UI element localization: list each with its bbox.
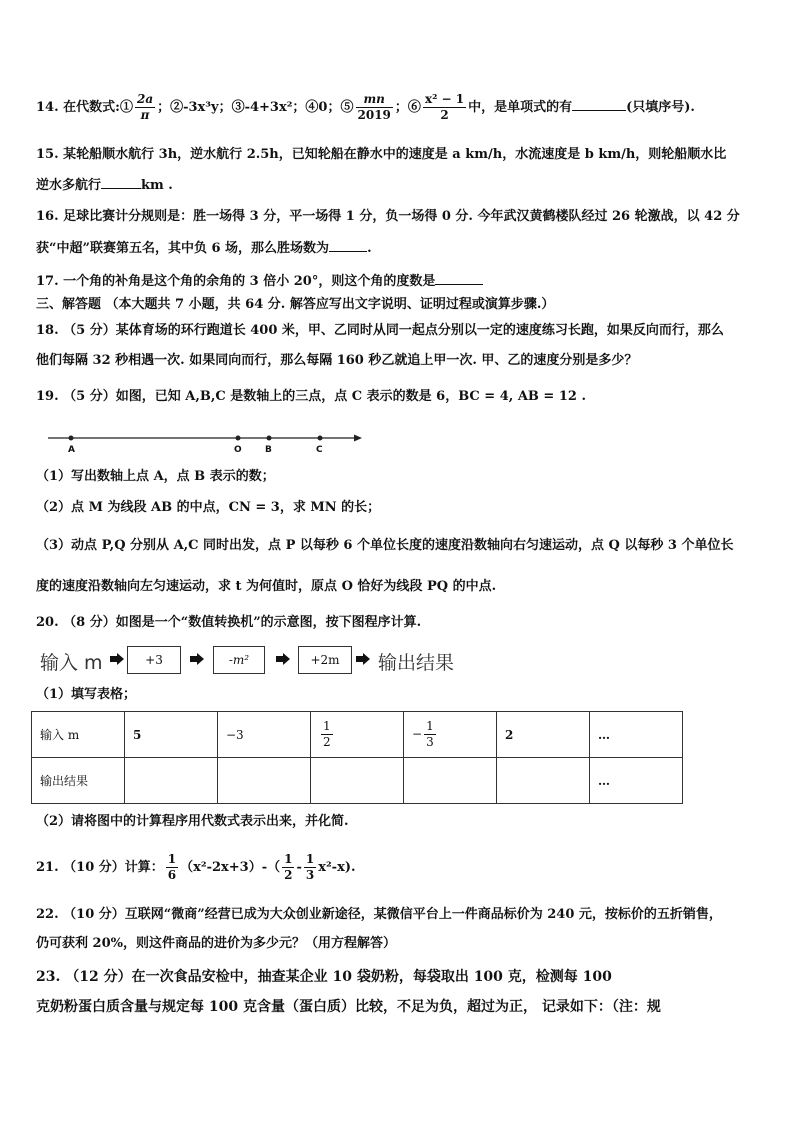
table-cell-input: − $\frac{1}{3}$: [404, 712, 497, 758]
point-c-dot: [318, 436, 323, 441]
table-cell-input: 2: [497, 712, 590, 758]
machine-output-label: 输出结果: [378, 652, 455, 674]
q21-fraction-1: $\frac{1}{6}$: [167, 852, 177, 882]
question-19-sub1: （1）写出数轴上点 A，点 B 表示的数；: [36, 469, 275, 484]
q14-item1-label: ①: [119, 100, 133, 115]
table-row-input: [32, 712, 683, 758]
question-16-line2: 获“中超”联赛第五名，其中负 6 场，那么胜场数为 .: [36, 241, 372, 256]
question-14: 14. 在代数式:① $\frac{2a}{\pi}$ ；②-3x³y；③-4+3x²；④0；⑤ $\frac{mn}{2019}$ ；⑥ $\frac{\text{x² − 1}}{2}$ 中，是单项式的有 (只填序号).: [36, 92, 695, 122]
machine-box-plus-2m: +2m: [298, 646, 352, 674]
number-line-label-c: C: [316, 445, 323, 455]
table-cell-output-blank[interactable]: [125, 758, 218, 804]
table-cell-output-blank[interactable]: [404, 758, 497, 804]
q14-item4: ④0: [305, 100, 328, 115]
question-19-sub3-line2: 度的速度沿数轴向左匀速运动，求 t 为何值时，原点 O 恰好为线段 PQ 的中点.: [36, 579, 497, 594]
question-15-line1: 15. 某轮船顺水航行 3h，逆水航行 2.5h，已知轮船在静水中的速度是 a km/h，水流速度是 b km/h，则轮船顺水比: [36, 147, 727, 162]
point-o-dot: [236, 436, 241, 441]
machine-box-plus-3: +3: [127, 646, 181, 674]
table-cell-output-blank[interactable]: [311, 758, 404, 804]
point-a-dot: [69, 436, 74, 441]
question-17: 17. 一个角的补角是这个角的余角的 3 倍小 20°，则这个角的度数是: [36, 272, 758, 291]
question-16-line1: 16. 足球比赛计分规则是：胜一场得 3 分，平一场得 1 分，负一场得 0 分. 今年武汉黄鹤楼队经过 26 轮激战，以 42 分: [36, 209, 740, 224]
q14-fraction-5: $\frac{mn}{2019}$: [357, 92, 391, 122]
table-cell-input-ellipsis: …: [590, 712, 683, 758]
number-line-label-a: A: [68, 445, 75, 455]
q14-fraction-6: $\frac{\text{x² − 1}}{2}$: [424, 92, 465, 122]
table-header-input: 输入 m: [32, 712, 125, 758]
machine-input-label: 输入 m: [40, 652, 103, 674]
question-21: 21. （10 分）计算： $\frac{1}{6}$ （x²-2x+3）-（ $\frac{1}{2}$ - $\frac{1}{3}$ x²-x).: [36, 852, 356, 882]
arrow-right-icon: [110, 653, 124, 665]
table-cell-output-blank[interactable]: [218, 758, 311, 804]
question-20-sub1: （1）填写表格；: [36, 687, 137, 702]
q21-fraction-2: $\frac{1}{2}$: [284, 852, 293, 882]
arrow-right-icon: [190, 653, 204, 665]
question-20-sub2: （2）请将图中的计算程序用代数式表示出来，并化简.: [36, 814, 349, 829]
question-15-line2: 逆水多航行 km .: [36, 178, 173, 193]
table-cell-input: 5: [125, 712, 218, 758]
question-18-line2: 他们每隔 32 秒相遇一次. 如果同向而行，那么每隔 160 秒乙就追上甲一次. 甲、乙的速度分别是多少？: [36, 353, 638, 368]
q14-answer-blank[interactable]: [572, 98, 626, 111]
table-cell-output-blank[interactable]: [497, 758, 590, 804]
question-22-line1: 22. （10 分）互联网“微商”经营已成为大众创业新途径，某微信平台上一件商品标价为 240 元，按标价的五折销售，: [36, 907, 722, 922]
question-18-line1: 18. （5 分）某体育场的环行跑道长 400 米，甲、乙同时从同一起点分别以一定的速度练习长跑，如果反向而行，那么: [36, 323, 724, 338]
number-line-label-o: O: [234, 445, 242, 455]
q14-item3: ③-4+3x²: [231, 100, 293, 115]
point-b-dot: [267, 436, 272, 441]
section-3-heading: 三、解答题 （本大题共 7 小题，共 64 分. 解答应写出文字说明、证明过程或演算步骤.）: [36, 297, 555, 312]
question-20-line1: 20. （8 分）如图是一个“数值转换机”的示意图，按下图程序计算.: [36, 615, 422, 630]
question-19-sub3-line1: （3）动点 P,Q 分别从 A,C 同时出发，点 P 以每秒 6 个单位长度的速度沿数轴向右匀速运动，点 Q 以每秒 3 个单位长: [36, 538, 734, 553]
question-22-line2: 仍可获利 20%，则这件商品的进价为多少元？（用方程解答）: [36, 936, 396, 951]
conversion-machine-diagram: [38, 646, 758, 676]
question-23-line1: 23. （12 分）在一次食品安检中，抽查某企业 10 袋奶粉，每袋取出 100 克，检测每 100: [36, 969, 612, 985]
q14-prefix: 14. 在代数式:: [36, 100, 120, 115]
q21-fraction-3: $\frac{1}{3}$: [305, 852, 315, 882]
table-header-output: 输出结果: [32, 758, 125, 804]
arrow-right-icon: [356, 653, 370, 665]
question-23-line2: 克奶粉蛋白质含量与规定每 100 克含量（蛋白质）比较，不足为负，超过为正， 记录如下：（注：规: [36, 999, 661, 1015]
arrow-right-icon: [276, 653, 290, 665]
table-cell-input: $\frac{1}{2}$: [311, 712, 404, 758]
q14-fraction-1: $\frac{2a}{\pi}$: [136, 92, 154, 122]
table-cell-input: −3: [218, 712, 311, 758]
machine-box-minus-m-squared: -m²: [213, 646, 265, 674]
question-19-sub2: （2）点 M 为线段 AB 的中点，CN = 3，求 MN 的长；: [36, 500, 381, 515]
q16-answer-blank[interactable]: [329, 239, 367, 252]
number-line-axis: [46, 430, 366, 446]
q14-item2: ②-3x³y: [170, 100, 219, 115]
number-line-label-b: B: [265, 445, 272, 455]
number-line-figure: [46, 430, 366, 460]
table-row-output: [32, 758, 683, 804]
conversion-table: [31, 711, 683, 804]
q15-answer-blank[interactable]: [101, 176, 141, 189]
table-cell-output-ellipsis: …: [590, 758, 683, 804]
question-19-line1: 19. （5 分）如图，已知 A,B,C 是数轴上的三点，点 C 表示的数是 6，BC = 4, AB = 12 .: [36, 389, 586, 404]
q17-answer-blank[interactable]: [435, 272, 483, 285]
